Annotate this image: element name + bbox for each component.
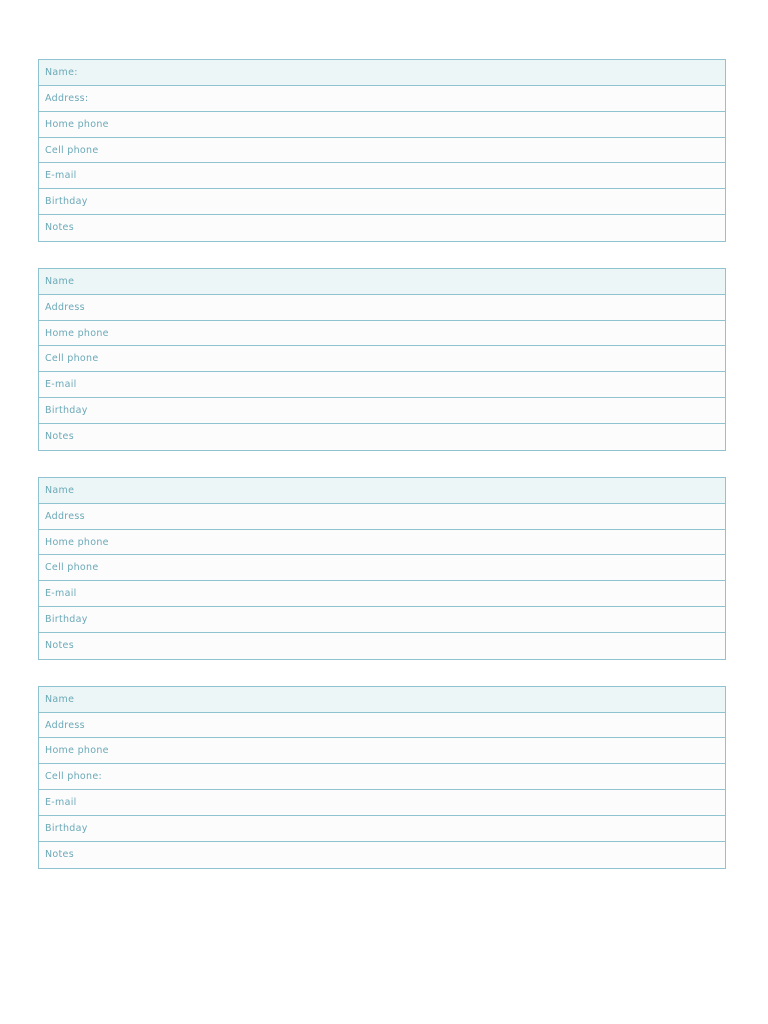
birthday-field[interactable]: Birthday bbox=[39, 398, 725, 424]
contact-card bbox=[38, 268, 726, 451]
home-phone-field[interactable]: Home phone bbox=[39, 530, 725, 556]
email-field[interactable]: E-mail bbox=[39, 163, 725, 189]
home-phone-field[interactable]: Home phone bbox=[39, 738, 725, 764]
cell-phone-field[interactable]: Cell phone bbox=[39, 555, 725, 581]
cell-phone-field[interactable]: Cell phone bbox=[39, 346, 725, 372]
address-field[interactable]: Address bbox=[39, 295, 725, 321]
birthday-field[interactable]: Birthday bbox=[39, 189, 725, 215]
notes-field[interactable]: Notes bbox=[39, 424, 725, 450]
contact-card bbox=[38, 686, 726, 869]
notes-field[interactable]: Notes bbox=[39, 633, 725, 659]
home-phone-field[interactable]: Home phone bbox=[39, 112, 725, 138]
notes-field[interactable]: Notes bbox=[39, 215, 725, 241]
birthday-field[interactable]: Birthday bbox=[39, 607, 725, 633]
notes-field[interactable]: Notes bbox=[39, 842, 725, 868]
email-field[interactable]: E-mail bbox=[39, 581, 725, 607]
contact-card bbox=[38, 59, 726, 242]
name-field[interactable]: Name: bbox=[39, 60, 725, 86]
email-field[interactable]: E-mail bbox=[39, 372, 725, 398]
home-phone-field[interactable]: Home phone bbox=[39, 321, 725, 347]
address-field[interactable]: Address bbox=[39, 504, 725, 530]
name-field[interactable]: Name bbox=[39, 687, 725, 713]
email-field[interactable]: E-mail bbox=[39, 790, 725, 816]
contact-sheet bbox=[38, 59, 726, 895]
birthday-field[interactable]: Birthday bbox=[39, 816, 725, 842]
cell-phone-field[interactable]: Cell phone: bbox=[39, 764, 725, 790]
name-field[interactable]: Name bbox=[39, 269, 725, 295]
cell-phone-field[interactable]: Cell phone bbox=[39, 138, 725, 164]
contact-card bbox=[38, 477, 726, 660]
name-field[interactable]: Name bbox=[39, 478, 725, 504]
address-field[interactable]: Address: bbox=[39, 86, 725, 112]
address-field[interactable]: Address bbox=[39, 713, 725, 739]
